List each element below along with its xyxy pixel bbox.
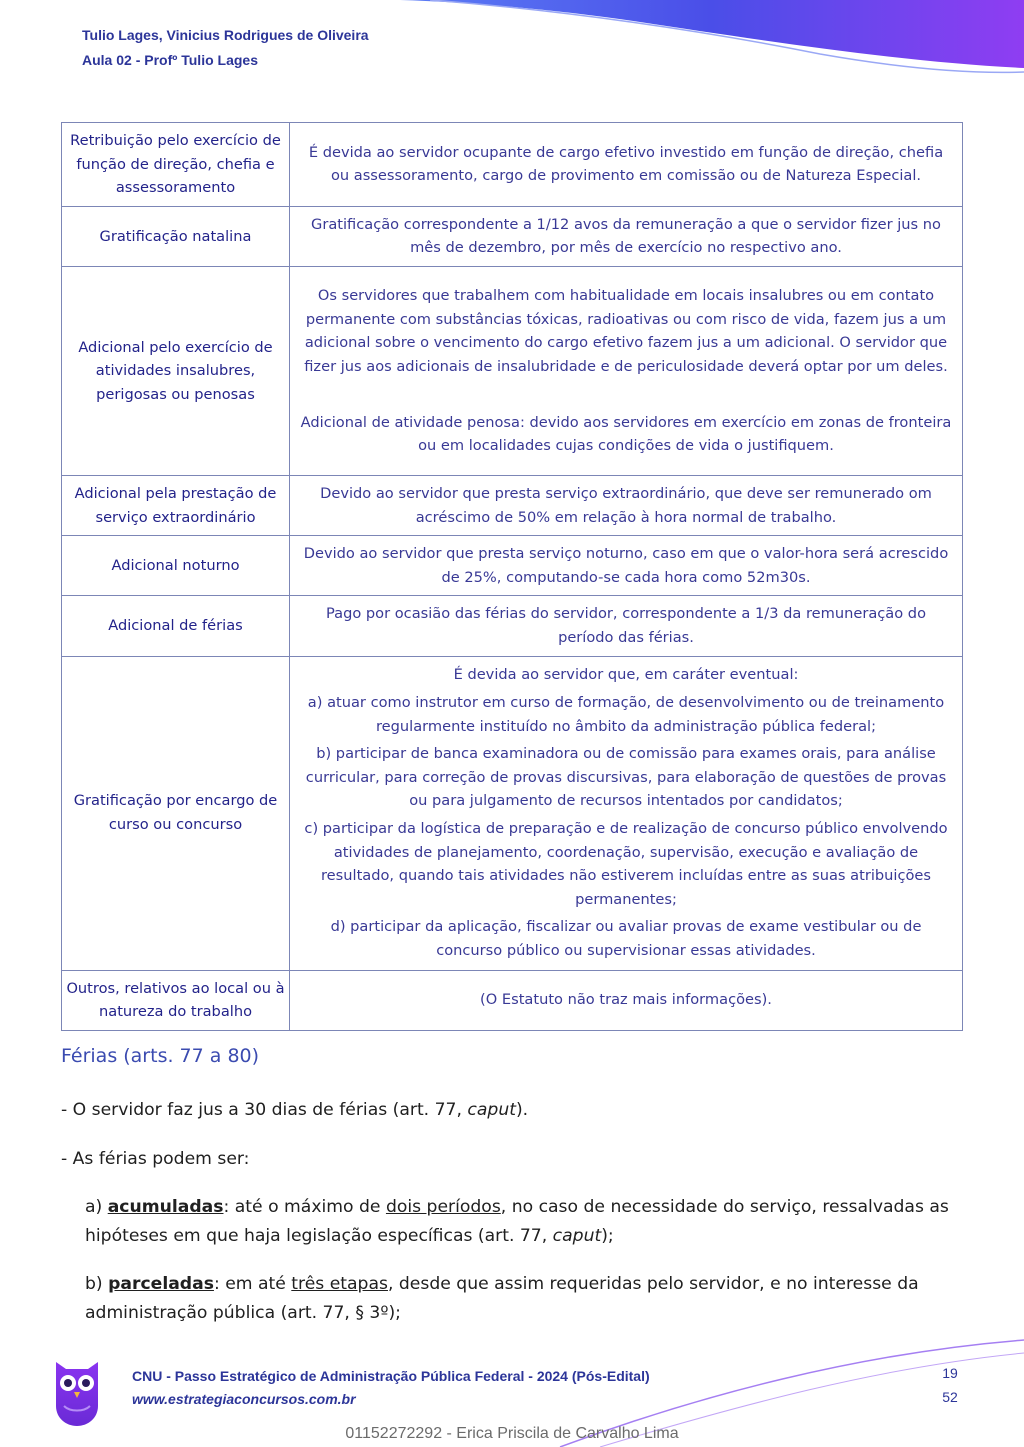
text-segment: , desde que assim requeridas pelo servidor, e no interesse da administração pública (art. 77, § 3º); <box>85 1274 919 1323</box>
row-title: Retribuição pelo exercício de função de direção, chefia e assessoramento <box>62 123 290 207</box>
page-total: 52 <box>942 1389 958 1405</box>
header-authors: Tulio Lages, Vinicius Rodrigues de Oliveira <box>82 27 369 43</box>
list-item: d) participar da aplicação, fiscalizar ou avaliar provas de exame vestibular ou de concurso público ou supervisionar essas atividades. <box>330 918 922 959</box>
row-description: Devido ao servidor que presta serviço noturno, caso em que o valor-hora será acrescido de 25%, computando-se cada hora como 52m30s. <box>290 536 963 596</box>
row-title: Adicional noturno <box>62 536 290 596</box>
row-description: É devida ao servidor ocupante de cargo efetivo investido em função de direção, chefia ou assessoramento, cargo de provimento em comissão ou de Natureza Especial. <box>290 123 963 207</box>
paragraph-parceladas <box>85 1270 963 1328</box>
paragraph-ferias-30-dias <box>61 1096 963 1125</box>
underlined-term: três etapas <box>291 1274 388 1294</box>
row-description: Devido ao servidor que presta serviço extraordinário, que deve ser remunerado om acréscimo de 50% em relação à hora normal de trabalho. <box>290 475 963 535</box>
text-segment: : em até <box>213 1274 292 1294</box>
table-row <box>62 475 963 535</box>
row-description: (O Estatuto não traz mais informações). <box>290 970 963 1030</box>
item-label: a) <box>85 1197 108 1217</box>
row-title: Outros, relativos ao local ou à natureza do trabalho <box>62 970 290 1030</box>
owl-logo-icon <box>52 1356 102 1428</box>
footer-site-link[interactable]: www.estrategiaconcursos.com.br <box>132 1391 356 1407</box>
key-term: acumuladas <box>107 1197 224 1217</box>
footer-course-title: CNU - Passo Estratégico de Administração Pública Federal - 2024 (Pós-Edital) <box>132 1368 650 1384</box>
license-watermark: 01152272292 - Erica Priscila de Carvalho Lima <box>345 1425 679 1442</box>
row-title: Adicional pelo exercício de atividades insalubres, perigosas ou penosas <box>62 266 290 475</box>
underlined-term: dois períodos <box>385 1197 501 1217</box>
italic-term: caput <box>467 1100 516 1120</box>
table-row <box>62 266 963 475</box>
row-description: Gratificação correspondente a 1/12 avos da remuneração a que o servidor fizer jus no mês de dezembro, por mês de exercício no respectivo ano. <box>290 206 963 266</box>
row-title: Gratificação por encargo de curso ou concurso <box>62 656 290 970</box>
benefits-table <box>61 122 963 1031</box>
row-title: Adicional pela prestação de serviço extraordinário <box>62 475 290 535</box>
row-description: Os servidores que trabalhem com habitualidade em locais insalubres ou em contato permanente com substâncias tóxicas, radioativas ou com risco de vida, fazem jus a um adicional sobre o vencimento do cargo efetivo fazem jus a um adicional. O servidor que fizer jus aos adicionais de insalubridade e de periculosidade deverá optar por um deles. <box>304 287 948 375</box>
table-row <box>62 206 963 266</box>
paragraph-ferias-podem-ser: - As férias podem ser: <box>61 1149 250 1169</box>
row-description: Pago por ocasião das férias do servidor, correspondente a 1/3 da remuneração do período das férias. <box>290 596 963 656</box>
table-row <box>62 970 963 1030</box>
page-number: 19 <box>942 1365 958 1381</box>
table-row <box>62 536 963 596</box>
row-title: Gratificação natalina <box>62 206 290 266</box>
paragraph-spacer <box>298 379 954 411</box>
table-row <box>62 596 963 656</box>
paragraph-acumuladas <box>85 1193 963 1251</box>
table-row <box>62 123 963 207</box>
row-description-cell <box>290 656 963 970</box>
key-term: parceladas <box>108 1274 214 1294</box>
italic-term: caput <box>552 1226 602 1246</box>
item-label: b) <box>85 1274 109 1294</box>
text-segment: - O servidor faz jus a 30 dias de férias (art. 77, <box>61 1100 468 1120</box>
table-row <box>62 656 963 970</box>
list-item: a) atuar como instrutor em curso de formação, de desenvolvimento ou de treinamento regularmente instituído no âmbito da administração pública federal; <box>307 694 945 735</box>
list-item: b) participar de banca examinadora ou de comissão para exames orais, para análise curricular, para correção de provas discursivas, para elaboração de questões de provas ou para julgamento de recursos intentados por candidatos; <box>305 745 947 810</box>
list-item: c) participar da logística de preparação e de realização de concurso público envolvendo atividades de planejamento, coordenação, supervisão, execução e avaliação de resultado, quando tais atividades não estiverem incluídas entre as suas atribuições permanentes; <box>304 820 948 908</box>
row-title: Adicional de férias <box>62 596 290 656</box>
section-title: Férias (arts. 77 a 80) <box>61 1045 260 1067</box>
text-segment: , no caso de necessidade do serviço, ressalvadas as hipóteses em que haja legislação específicas (art. 77, <box>85 1197 949 1246</box>
text-segment: ); <box>601 1226 614 1246</box>
row-description-cell <box>290 266 963 475</box>
text-segment: : até o máximo de <box>223 1197 386 1217</box>
header-lesson: Aula 02 - Profº Tulio Lages <box>82 52 258 68</box>
row-intro: É devida ao servidor que, em caráter eventual: <box>453 666 799 684</box>
row-description-extra: Adicional de atividade penosa: devido aos servidores em exercício em zonas de fronteira ou em localidades cujas condições de vida o justifiquem. <box>300 413 952 455</box>
text-segment: ). <box>515 1100 529 1120</box>
